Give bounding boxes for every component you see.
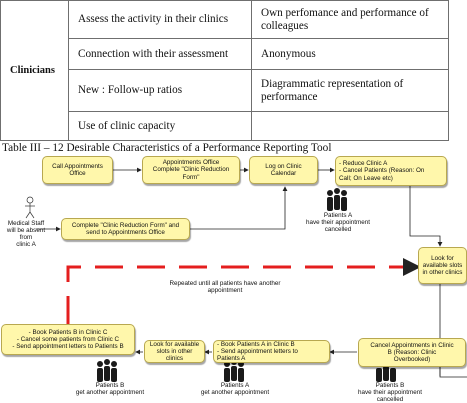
- log-calendar-box: Log on Clinic Calendar: [249, 156, 318, 184]
- table-cell: Use of clinic capacity: [69, 112, 252, 141]
- repeated-label: Repeated until all patients have another appointment: [169, 280, 281, 294]
- patients-b-get-figure: [97, 359, 117, 382]
- patients-a-cancelled-label: Patients A have their appointment cancelled: [305, 212, 371, 233]
- patients-a-get-label: Patients A get another appointment: [200, 382, 270, 396]
- table-row: [1, 1, 449, 39]
- table-cell: Connection with their assessment: [69, 39, 252, 70]
- table-cell: New : Follow-up ratios: [69, 70, 252, 112]
- table-cell: [252, 112, 449, 141]
- table-caption: Table III – 12 Desirable Characteristics of a Performance Reporting Tool: [2, 142, 332, 154]
- book-a-in-b-box: - Book Patients A in Clinic B - Send appointment letters to Patients A: [213, 340, 330, 363]
- look-slots-right-box: Look for available slots in other clinics: [418, 247, 467, 284]
- process-flow-diagram: [0, 154, 467, 403]
- table-cell: Diagrammatic representation of performance: [252, 70, 449, 112]
- look-slots-mid-box: Look for available slots in other clinics: [144, 340, 205, 363]
- arrow-connector: [190, 187, 285, 229]
- table-row: [1, 70, 449, 112]
- appointments-office-box: Appointments Office Complete "Clinic Reduction Form": [142, 156, 240, 184]
- medical-staff-figure: [25, 197, 35, 218]
- table-row: [1, 112, 449, 141]
- table-cell: Assess the activity in their clinics: [69, 1, 252, 39]
- complete-form-box: Complete "Clinic Reduction Form" and send to Appointments Office: [61, 218, 190, 240]
- table-cell: Own perfomance and performance of colleagues: [252, 1, 449, 39]
- reduce-clinic-box: - Reduce Clinic A - Cancel Patients (Reason: On Call; On Leave etc): [335, 156, 447, 186]
- book-b-in-c-box: - Book Patients B in Clinic C - Cancel some patients from Clinic C - Send appointment letters to Patients B: [1, 324, 135, 355]
- patients-a-cancelled-figure: [327, 188, 347, 211]
- patients-b-get-label: Patients B get another appointment: [75, 382, 145, 396]
- arrow-connector: [410, 186, 440, 246]
- call-appointments-box: Call Appointments Office: [42, 156, 113, 184]
- table-cell: Anonymous: [252, 39, 449, 70]
- characteristics-table: [0, 0, 449, 141]
- medical-staff-label: Medical Staff will be absent from clinic A: [6, 220, 46, 248]
- repeat-loop-line: [68, 267, 400, 324]
- role-cell: Clinicians: [1, 1, 69, 141]
- patients-b-cancelled-label: Patients B have their appointment cancelled: [357, 382, 423, 403]
- table-row: [1, 39, 449, 70]
- cancel-clinic-b-box: Cancel Appointments in Clinic B (Reason: Clinic Overbooked): [358, 338, 466, 367]
